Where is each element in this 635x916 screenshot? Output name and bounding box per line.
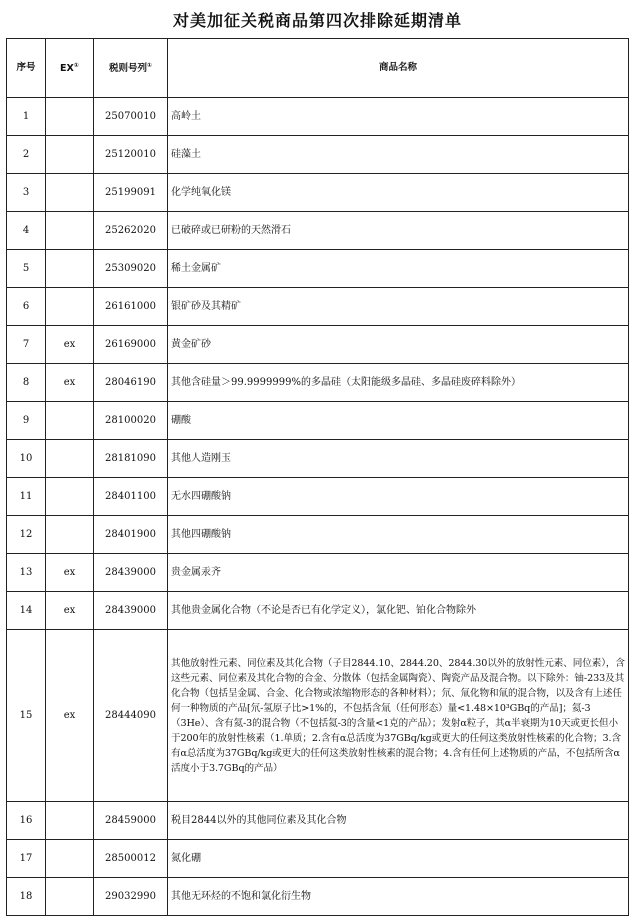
row-ex-flag bbox=[46, 98, 94, 136]
table-row bbox=[7, 212, 629, 250]
table-row bbox=[7, 402, 629, 440]
table-row bbox=[7, 592, 629, 630]
row-index: 3 bbox=[7, 174, 46, 212]
table-row bbox=[7, 326, 629, 364]
row-tariff-code: 25070010 bbox=[94, 98, 168, 136]
header-ex: EX① bbox=[46, 39, 94, 98]
row-index: 11 bbox=[7, 478, 46, 516]
row-tariff-code: 26161000 bbox=[94, 288, 168, 326]
row-index: 6 bbox=[7, 288, 46, 326]
row-product-name: 银矿砂及其精矿 bbox=[168, 288, 629, 326]
row-index: 8 bbox=[7, 364, 46, 402]
table-row bbox=[7, 136, 629, 174]
table-row bbox=[7, 174, 629, 212]
row-product-name: 高岭土 bbox=[168, 98, 629, 136]
row-index: 4 bbox=[7, 212, 46, 250]
row-ex-flag bbox=[46, 136, 94, 174]
row-index: 7 bbox=[7, 326, 46, 364]
row-product-name: 其他放射性元素、同位素及其化合物（子目2844.10、2844.20、2844.30以外的放射性元素、同位素），含这些元素、同位素及其化合物的合金、分散体（包括金属陶瓷）、陶瓷产品及混合物。以下除外：铀-233及其化合物（包括呈金属、合金、化合物或浓缩物形态的各种材料）；氘、氚化物和氚的混合物，以及含有上述任何一种物质的产品[氘-氢原子比>1%的，不包括含氚（任何形态）量<1.48×10³GBq的产品]；氦-3（3He）、含有氦-3的混合物（不包括氦-3的含量<1克的产品）；发射α粒子，其α半衰期为10天或更长但小于200年的放射性核素（1.单质；2.含有α总活度为37GBq/kg或更大的任何这类放射性核素的化合物；3.含有α总活度为37GBq/kg或更大的任何这类放射性核素的混合物；4.含有任何上述物质的产品，不包括所含α活度小于3.7GBq的产品） bbox=[168, 630, 629, 802]
row-tariff-code: 28444090 bbox=[94, 630, 168, 802]
row-index: 18 bbox=[7, 878, 46, 916]
row-tariff-code: 25199091 bbox=[94, 174, 168, 212]
row-product-name: 化学纯氧化镁 bbox=[168, 174, 629, 212]
table-row bbox=[7, 440, 629, 478]
table-row bbox=[7, 630, 629, 802]
row-tariff-code: 26169000 bbox=[94, 326, 168, 364]
row-tariff-code: 28500012 bbox=[94, 840, 168, 878]
row-product-name: 氮化硼 bbox=[168, 840, 629, 878]
row-ex-flag bbox=[46, 478, 94, 516]
row-product-name: 其他四硼酸钠 bbox=[168, 516, 629, 554]
table-row bbox=[7, 250, 629, 288]
row-product-name: 其他人造刚玉 bbox=[168, 440, 629, 478]
table-row bbox=[7, 478, 629, 516]
row-ex-flag bbox=[46, 516, 94, 554]
row-ex-flag: ex bbox=[46, 630, 94, 802]
row-tariff-code: 25120010 bbox=[94, 136, 168, 174]
row-index: 15 bbox=[7, 630, 46, 802]
footnote-mark: ① bbox=[146, 62, 153, 70]
row-product-name: 无水四硼酸钠 bbox=[168, 478, 629, 516]
row-ex-flag bbox=[46, 250, 94, 288]
row-tariff-code: 28459000 bbox=[94, 802, 168, 840]
row-index: 14 bbox=[7, 592, 46, 630]
row-product-name: 已破碎或已研粉的天然滑石 bbox=[168, 212, 629, 250]
table-row bbox=[7, 840, 629, 878]
row-ex-flag: ex bbox=[46, 326, 94, 364]
row-ex-flag bbox=[46, 402, 94, 440]
row-product-name: 硅藻土 bbox=[168, 136, 629, 174]
row-index: 1 bbox=[7, 98, 46, 136]
row-product-name: 黄金矿砂 bbox=[168, 326, 629, 364]
row-index: 2 bbox=[7, 136, 46, 174]
row-tariff-code: 25262020 bbox=[94, 212, 168, 250]
row-ex-flag: ex bbox=[46, 364, 94, 402]
footnote-mark: ① bbox=[73, 62, 79, 70]
row-tariff-code: 28100020 bbox=[94, 402, 168, 440]
row-tariff-code: 28439000 bbox=[94, 554, 168, 592]
table-row bbox=[7, 554, 629, 592]
header-tariff-code: 税则号列① bbox=[94, 39, 168, 98]
row-index: 12 bbox=[7, 516, 46, 554]
row-product-name: 稀土金属矿 bbox=[168, 250, 629, 288]
row-index: 17 bbox=[7, 840, 46, 878]
row-ex-flag bbox=[46, 440, 94, 478]
row-product-name: 硼酸 bbox=[168, 402, 629, 440]
row-tariff-code: 28401900 bbox=[94, 516, 168, 554]
row-product-name: 税目2844以外的其他同位素及其化合物 bbox=[168, 802, 629, 840]
row-tariff-code: 25309020 bbox=[94, 250, 168, 288]
row-ex-flag: ex bbox=[46, 592, 94, 630]
row-tariff-code: 28181090 bbox=[94, 440, 168, 478]
page-title: 对美加征关税商品第四次排除延期清单 bbox=[172, 11, 462, 30]
row-product-name: 其他无环烃的不饱和氯化衍生物 bbox=[168, 878, 629, 916]
table-row bbox=[7, 288, 629, 326]
table-row bbox=[7, 516, 629, 554]
header-index: 序号 bbox=[7, 39, 46, 98]
row-index: 13 bbox=[7, 554, 46, 592]
row-ex-flag bbox=[46, 212, 94, 250]
row-product-name: 其他含硅量＞99.9999999%的多晶硅（太阳能级多晶硅、多晶硅废碎料除外） bbox=[168, 364, 629, 402]
row-index: 10 bbox=[7, 440, 46, 478]
row-tariff-code: 28401100 bbox=[94, 478, 168, 516]
row-ex-flag bbox=[46, 802, 94, 840]
row-product-name: 贵金属汞齐 bbox=[168, 554, 629, 592]
row-index: 16 bbox=[7, 802, 46, 840]
row-ex-flag bbox=[46, 174, 94, 212]
row-index: 9 bbox=[7, 402, 46, 440]
header-product-name: 商品名称 bbox=[168, 39, 629, 98]
table-body bbox=[7, 98, 629, 916]
row-tariff-code: 28439000 bbox=[94, 592, 168, 630]
row-ex-flag: ex bbox=[46, 554, 94, 592]
table-row bbox=[7, 98, 629, 136]
row-tariff-code: 29032990 bbox=[94, 878, 168, 916]
row-ex-flag bbox=[46, 288, 94, 326]
exclusion-list-table bbox=[6, 38, 629, 916]
row-index: 5 bbox=[7, 250, 46, 288]
table-row bbox=[7, 364, 629, 402]
row-tariff-code: 28046190 bbox=[94, 364, 168, 402]
row-product-name: 其他贵金属化合物（不论是否已有化学定义），氯化钯、铂化合物除外 bbox=[168, 592, 629, 630]
row-ex-flag bbox=[46, 840, 94, 878]
table-header-row bbox=[7, 39, 629, 98]
table-row bbox=[7, 802, 629, 840]
